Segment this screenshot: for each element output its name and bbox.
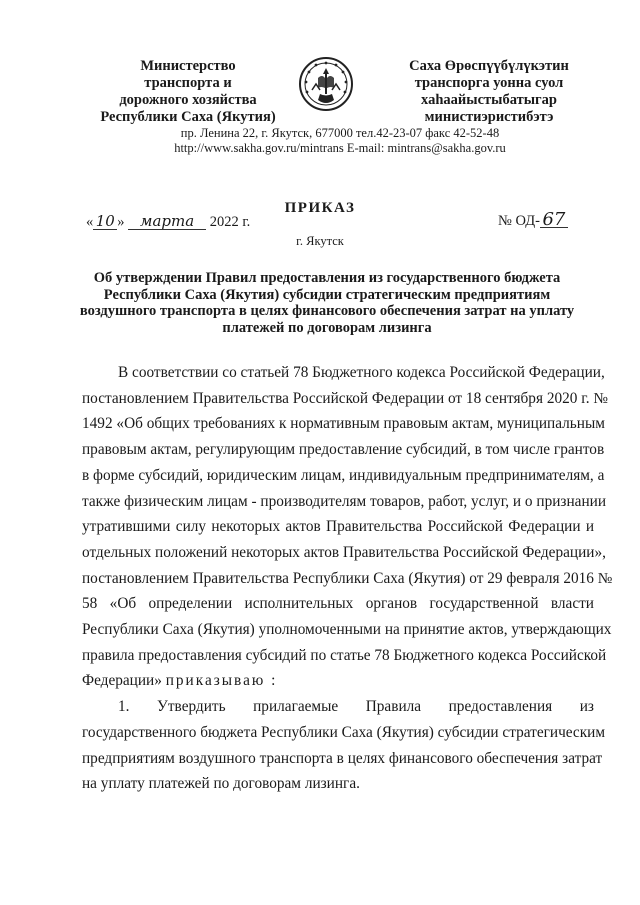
body-line-prefix: Федерации» xyxy=(82,672,162,690)
decree-word: приказываю : xyxy=(165,672,278,690)
body-line: постановлением Правительства Российской Федерации от 18 сентября 2020 г. № xyxy=(82,389,609,407)
body-line: 58 «Об определении исполнительных органов государственной власти xyxy=(82,595,594,613)
body-line: отдельных положений некоторых актов Правительства Российской Федерации», xyxy=(82,543,606,561)
item-word: предоставления xyxy=(448,698,553,716)
order-date xyxy=(86,214,250,231)
ministry-name-russian xyxy=(88,58,288,126)
item-word: Правила xyxy=(365,698,422,716)
order-city: г. Якутск xyxy=(296,234,344,248)
order-number-value: 67 xyxy=(540,212,568,228)
document-title: ПРИКАЗ xyxy=(284,200,356,216)
ministry-line: министиэристибэтэ xyxy=(424,109,554,125)
ministry-name-sakha xyxy=(384,58,594,126)
date-year: 2022 г. xyxy=(209,214,251,230)
item-word: Утвердить xyxy=(157,698,226,716)
date-open-quote: « xyxy=(86,214,94,230)
sakha-coat-of-arms-icon xyxy=(298,54,354,114)
body-line: постановлением Правительства Республики Саха (Якутия) от 29 февраля 2016 № xyxy=(82,569,613,587)
body-line: правила предоставления субсидий по статье 78 Бюджетного кодекса Российской xyxy=(82,646,607,664)
order-number xyxy=(498,209,568,230)
item-1-line: на уплату платежей по договорам лизинга. xyxy=(82,775,360,793)
ministry-line: дорожного хозяйства xyxy=(119,92,257,108)
item-1-line: предприятиям воздушного транспорта в целях финансового обеспечения затрат xyxy=(82,749,603,767)
order-subject: Об утверждении Правил предоставления из государственного бюджета Республики Саха (Якутия) субсидии стратегическим предприятиям воздушного транспорта в целях финансового обеспечения затрат на уплату платежей по договорам лизинга xyxy=(79,270,575,336)
order-number-prefix: № ОД- xyxy=(498,213,540,229)
ministry-line: Министерство xyxy=(140,58,236,74)
item-word: прилагаемые xyxy=(253,698,339,716)
body-line: правовым актам, регулирующим предоставление субсидий, в том числе грантов xyxy=(82,441,605,459)
item-word: из xyxy=(579,698,594,716)
ministry-line: транспорта и xyxy=(144,75,232,91)
web-contact-line: http://www.sakha.gov.ru/mintrans E-mail: mintrans@sakha.gov.ru xyxy=(174,141,506,155)
body-line: Республики Саха (Якутия) уполномоченными на принятие актов, утверждающих xyxy=(82,621,612,639)
ministry-line: хаһаайыстыбатыгар xyxy=(421,92,557,108)
body-line: также физическим лицам - производителям товаров, работ, услуг, и о признании xyxy=(82,492,607,510)
item-1-first-line xyxy=(82,694,594,720)
date-day: 10 xyxy=(93,214,117,230)
date-close-quote: » xyxy=(117,214,125,230)
address-line: пр. Ленина 22, г. Якутск, 677000 тел.42-23-07 факс 42-52-48 xyxy=(180,126,500,140)
item-1-line: государственного бюджета Республики Саха (Якутия) субсидии стратегическим xyxy=(82,723,606,741)
body-line: В соответствии со статьей 78 Бюджетного кодекса Российской Федерации, xyxy=(118,364,605,381)
ministry-line: транспорга уонна суол xyxy=(414,75,564,91)
body-line-decree xyxy=(82,668,594,694)
ministry-line: Саха Өрөспүүбүлүкэтин xyxy=(409,58,569,74)
body-line: утратившими силу некоторых актов Правительства Российской Федерации и xyxy=(82,518,594,536)
ministry-line: Республики Саха (Якутия) xyxy=(100,109,276,125)
body-line: 1492 «Об общих требованиях к нормативным правовым актам, муниципальным xyxy=(82,415,605,433)
body-line: в форме субсидий, юридическим лицам, индивидуальным предпринимателям, а xyxy=(82,466,605,484)
item-1-number: 1. xyxy=(118,698,130,716)
order-body xyxy=(82,360,613,797)
date-month: марта xyxy=(128,214,206,230)
